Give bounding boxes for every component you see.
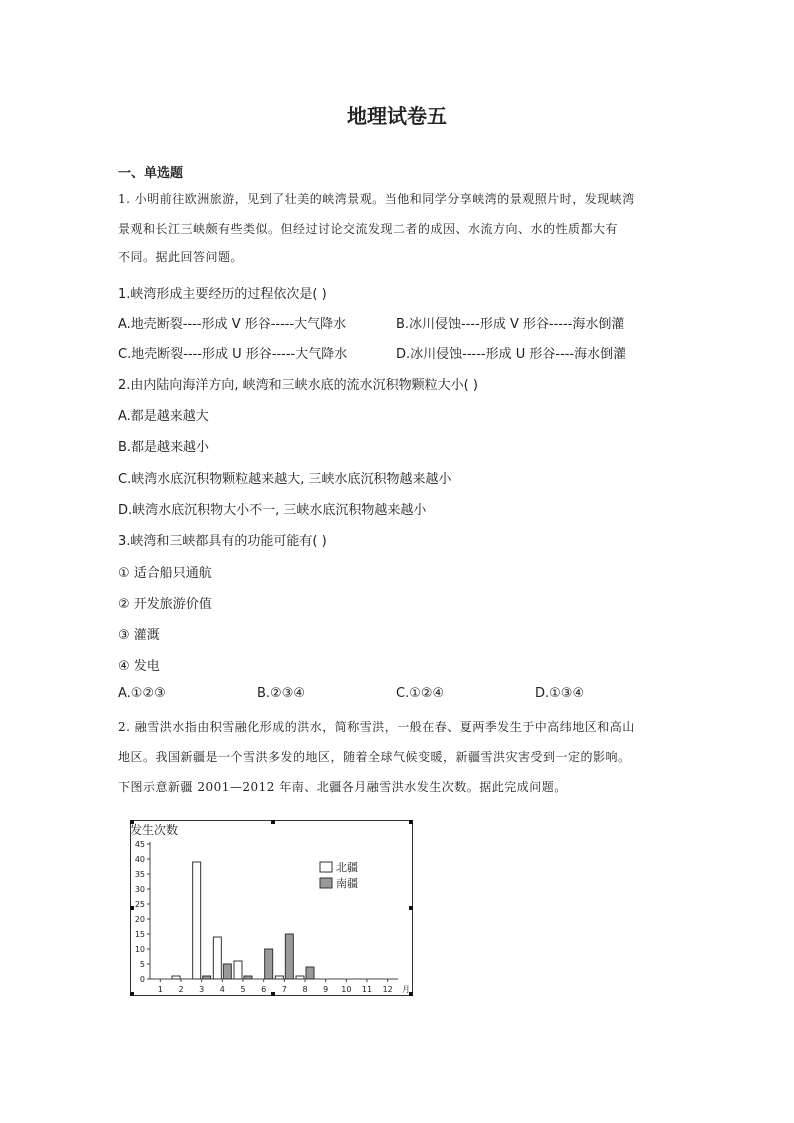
- q1-sub3-option-a: A.①②③: [118, 686, 166, 701]
- x-tick-label-8: 9: [323, 985, 329, 994]
- y-tick-label-1: 5: [139, 960, 145, 969]
- q1-sub1-stem: 1.峡湾形成主要经历的过程依次是( ): [118, 287, 327, 302]
- q1-sub3-item-4: ④ 发电: [118, 659, 160, 674]
- bar-北疆-8: [296, 976, 304, 979]
- x-tick-label-0: 1: [157, 985, 163, 994]
- x-tick-label-4: 5: [240, 985, 246, 994]
- y-tick-label-9: 45: [134, 840, 145, 849]
- q1-sub2-option-c: C.峡湾水底沉积物颗粒越来越大, 三峡水底沉积物越来越小: [118, 472, 452, 487]
- q1-sub3-item-3: ③ 灌溉: [118, 628, 160, 643]
- q1-sub2-option-b: B.都是越来越小: [118, 440, 210, 455]
- q1-sub3-option-b: B.②③④: [257, 686, 306, 701]
- bar-南疆-5: [244, 976, 252, 979]
- y-tick-label-5: 25: [134, 900, 145, 909]
- q1-sub1-option-d: D.冰川侵蚀-----形成 U 形谷----海水倒灌: [396, 347, 627, 362]
- page-title: 地理试卷五: [347, 104, 447, 128]
- x-tick-label-7: 8: [302, 985, 308, 994]
- y-tick-label-7: 35: [134, 870, 145, 879]
- q1-sub1-option-b: B.冰川侵蚀----形成 V 形谷-----海水倒灌: [396, 317, 625, 332]
- bar-北疆-4: [213, 937, 221, 979]
- x-tick-label-6: 7: [281, 985, 287, 994]
- bar-南疆-7: [285, 934, 293, 979]
- chart-handle-6[interactable]: [271, 992, 275, 996]
- y-tick-label-3: 15: [134, 930, 145, 939]
- q1-intro-line-1: 1. 小明前往欧洲旅游，见到了壮美的峡湾景观。当他和同学分享峡湾的景观照片时，发现峡湾: [118, 192, 635, 206]
- q1-intro-line-2: 景观和长江三峡颇有些类似。但经过讨论交流发现二者的成因、水流方向、水的性质都大有: [118, 222, 619, 236]
- chart-handle-3[interactable]: [130, 906, 134, 910]
- q2-intro-line-1: 2. 融雪洪水指由积雪融化形成的洪水，简称雪洪，一般在春、夏两季发生于中高纬地区和高山: [118, 720, 635, 734]
- legend-swatch-1: [320, 878, 332, 888]
- y-tick-label-0: 0: [139, 975, 145, 984]
- bar-南疆-6: [265, 949, 273, 979]
- bar-南疆-8: [306, 967, 314, 979]
- x-tick-label-9: 10: [341, 985, 352, 994]
- legend-label-1: 南疆: [336, 877, 358, 890]
- chart-handle-4[interactable]: [409, 906, 413, 910]
- x-tick-label-2: 3: [199, 985, 205, 994]
- y-tick-label-6: 30: [134, 885, 145, 894]
- bar-南疆-4: [223, 964, 231, 979]
- y-tick-label-8: 40: [134, 855, 145, 864]
- chart-handle-5[interactable]: [130, 992, 134, 996]
- bar-北疆-3: [193, 862, 201, 979]
- q2-intro-line-2: 地区。我国新疆是一个雪洪多发的地区，随着全球气候变暖，新疆雪洪灾害受到一定的影响。: [118, 750, 631, 764]
- q1-sub3-option-d: D.①③④: [535, 686, 585, 701]
- x-tick-label-3: 4: [219, 985, 225, 994]
- x-tick-label-10: 11: [361, 985, 373, 994]
- x-axis-label: 月: [402, 985, 410, 994]
- chart-ylabel: 发生次数: [130, 823, 179, 837]
- q1-intro-line-3: 不同。据此回答问题。: [118, 250, 244, 264]
- x-tick-label-5: 6: [261, 985, 267, 994]
- x-tick-label-11: 12: [382, 985, 393, 994]
- q1-sub2-option-d: D.峡湾水底沉积物大小不一, 三峡水底沉积物越来越小: [118, 503, 427, 518]
- q1-sub3-option-c: C.①②④: [396, 686, 445, 701]
- q1-sub2-option-a: A.都是越来越大: [118, 409, 209, 424]
- x-tick-label-1: 2: [178, 985, 184, 994]
- section-heading: 一、单选题: [118, 166, 184, 181]
- q1-sub1-option-c: C.地壳断裂----形成 U 形谷-----大气降水: [118, 347, 348, 362]
- y-tick-label-4: 20: [134, 915, 145, 924]
- chart-handle-2[interactable]: [409, 820, 413, 824]
- q1-sub3-item-2: ② 开发旅游价值: [118, 597, 212, 612]
- chart-handle-1[interactable]: [271, 820, 275, 824]
- legend-label-0: 北疆: [336, 861, 358, 874]
- bar-北疆-7: [275, 976, 283, 979]
- legend-swatch-0: [320, 862, 332, 872]
- q2-intro-line-3: 下图示意新疆 2001—2012 年南、北疆各月融雪洪水发生次数。据此完成问题。: [118, 780, 567, 794]
- snowmelt-flood-chart: [130, 820, 416, 998]
- q1-sub1-option-a: A.地壳断裂----形成 V 形谷-----大气降水: [118, 317, 347, 332]
- bar-北疆-5: [234, 961, 242, 979]
- q1-sub3-stem: 3.峡湾和三峡都具有的功能可能有( ): [118, 534, 327, 549]
- bar-北疆-2: [172, 976, 180, 979]
- q1-sub2-stem: 2.由内陆向海洋方向, 峡湾和三峡水底的流水沉积物颗粒大小( ): [118, 378, 478, 393]
- q1-sub3-item-1: ① 适合船只通航: [118, 566, 212, 581]
- y-tick-label-2: 10: [134, 945, 145, 954]
- bar-南疆-3: [203, 976, 211, 979]
